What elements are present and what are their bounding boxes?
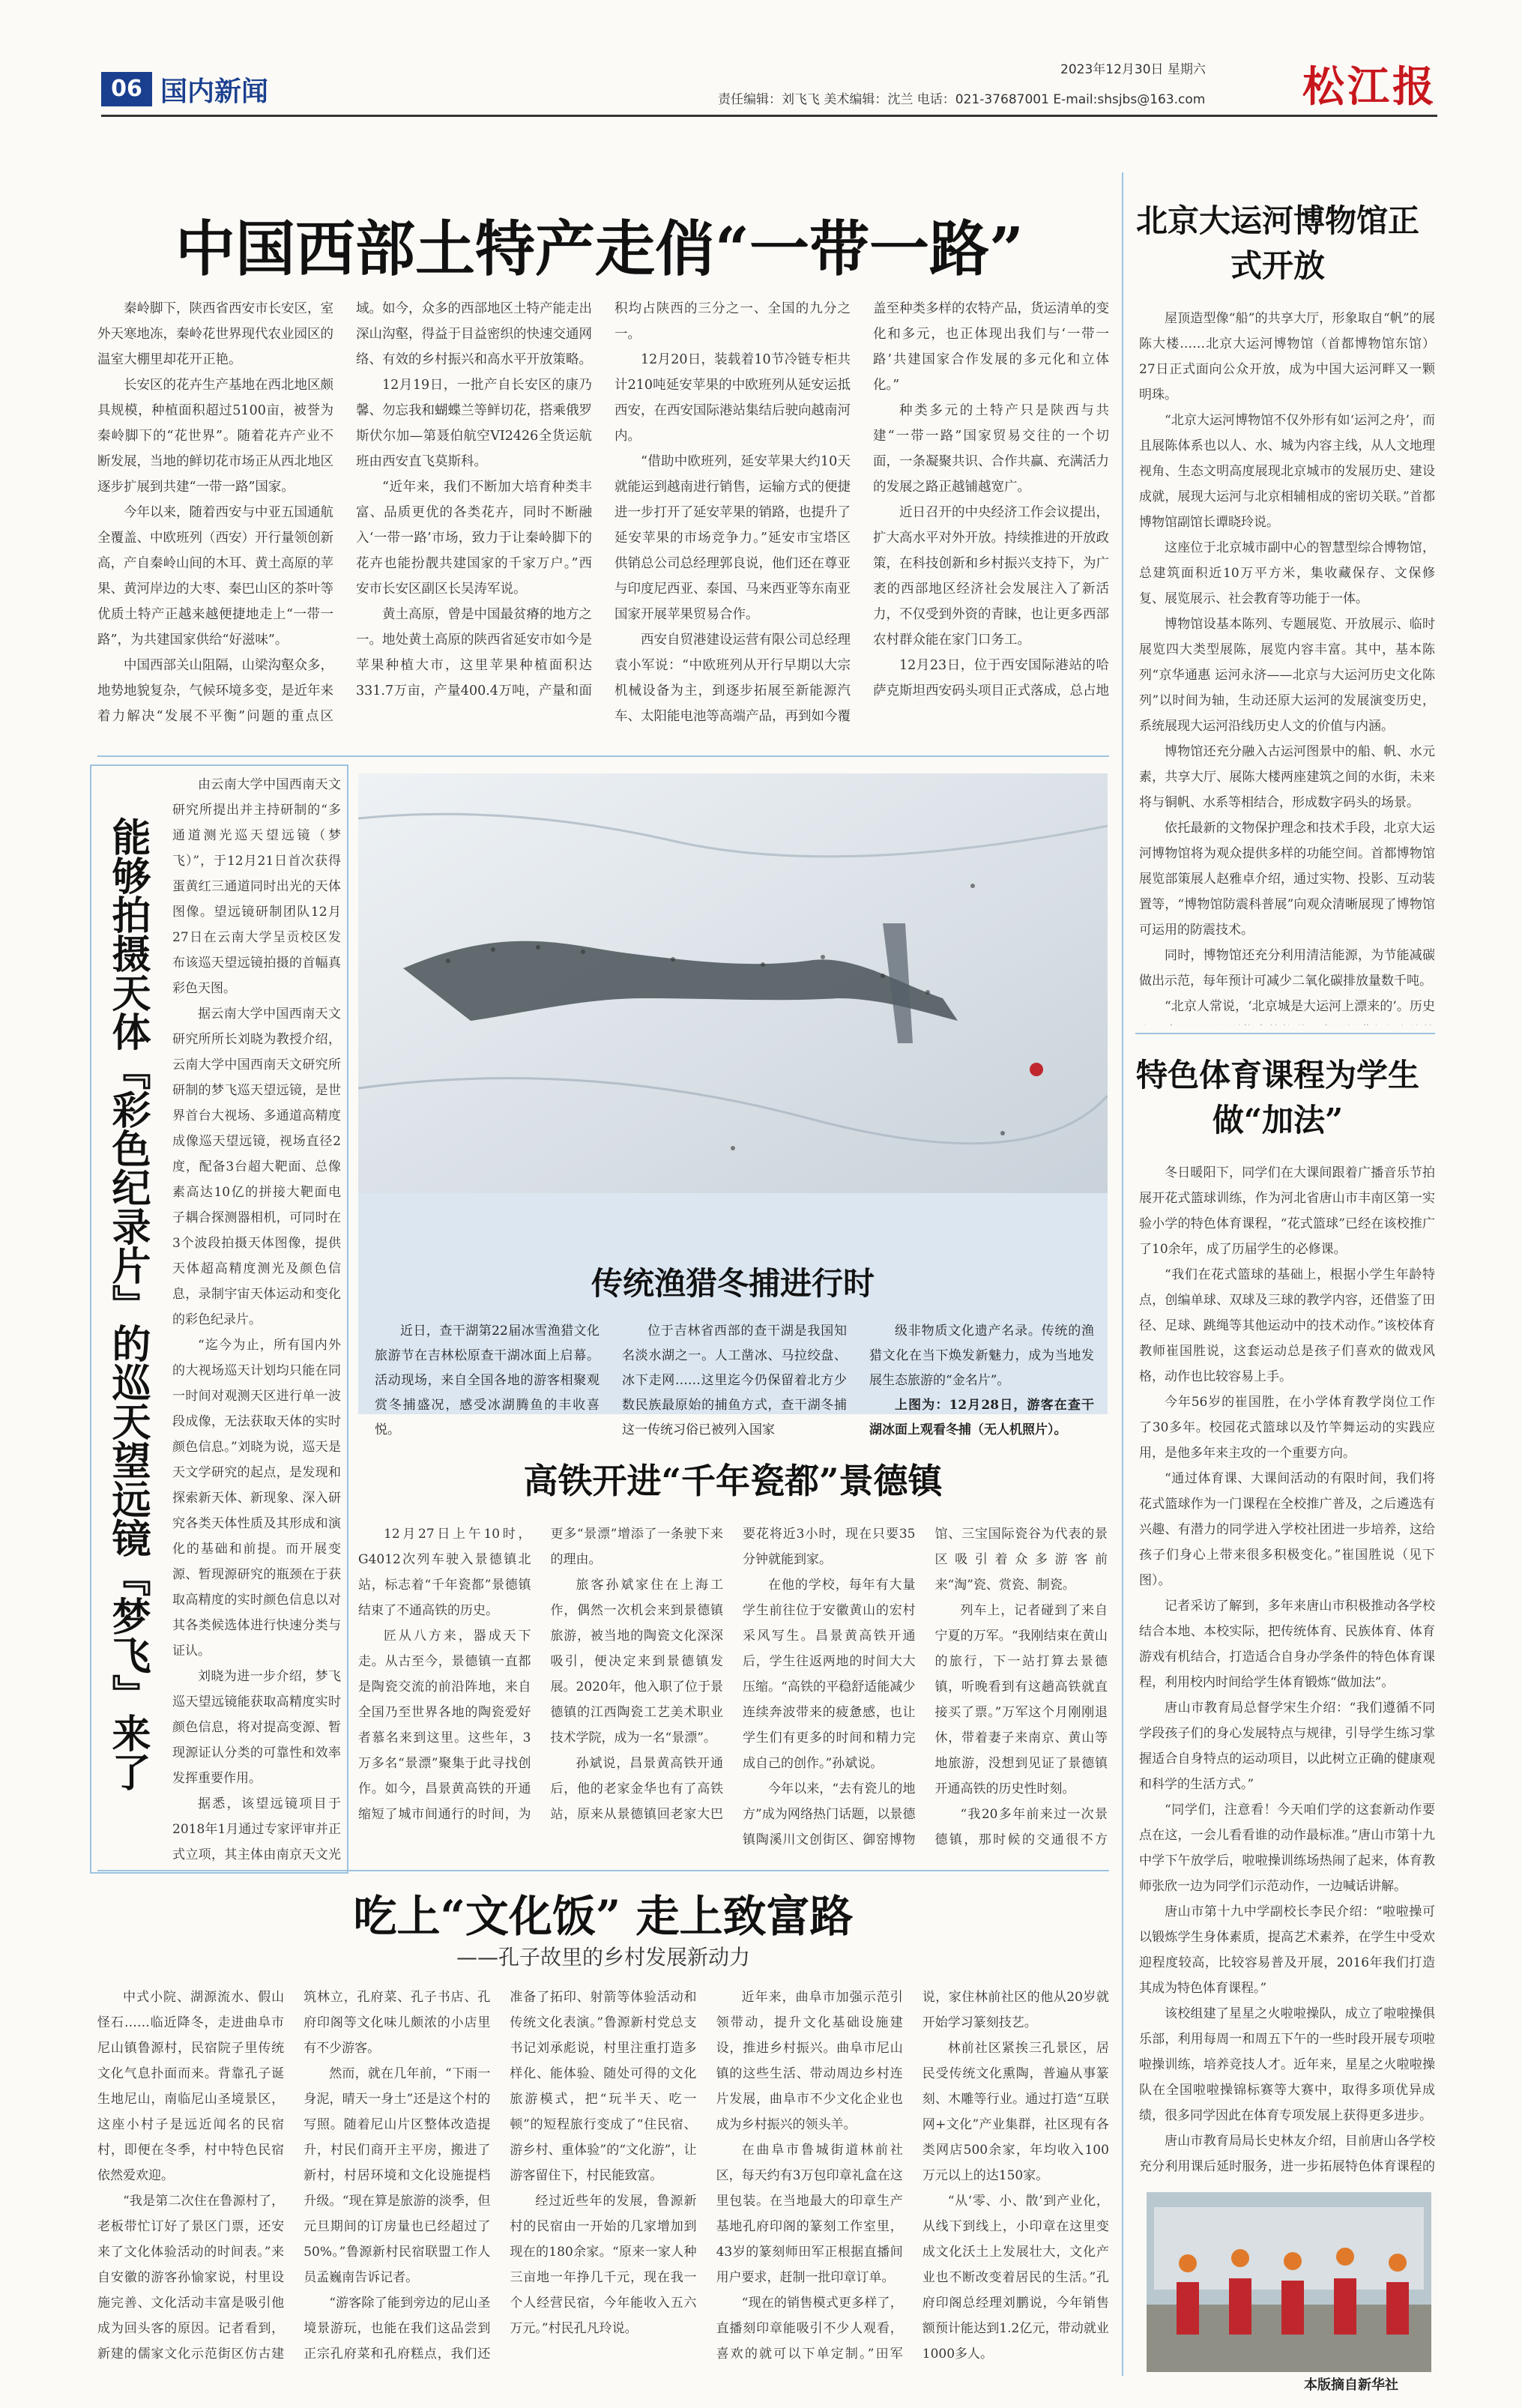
article6-p: “同学们，注意看！今天咱们学的这套新动作要点在这，一会儿看看谁的动作最标准。”唐山市第十九中学下午放学后，啦啦操训练场热闹了起来，体育教师张欣一边为同学们示范动作，一边喊话讲解。 (1139, 1802, 1435, 1894)
article5-p: 依托最新的文物保护理念和技术手段，北京大运河博物馆将为观众提供多样的功能空间。首都博物馆展览部策展人赵雅卓介绍，通过实物、投影、互动装置等，“博物馆防震科普展”向观众清晰展现了博物馆可运用的防震技术。 (1139, 821, 1435, 938)
article5-p: “北京大运河博物馆不仅外形有如‘运河之舟’，而且展陈体系也以人、水、城为内容主线，从人文地理视角、生态文明高度展现北京城市的发展历史、建设成就，展现大运河与北京相辅相成的密切关联。”首都博物馆副馆长谭晓玲说。 (1139, 413, 1435, 530)
article6-p: 今年56岁的崔国胜，在小学体育教学岗位工作了30多年。校园花式篮球以及竹竿舞运动的实践应用，是他多年来主攻的一个重要方向。 (1139, 1395, 1435, 1461)
article3-p: “我20多年前来过一次景德镇，那时候的交通很不方 (934, 1807, 1108, 1847)
article5-p: 这座位于北京城市副中心的智慧型综合博物馆，总建筑面积近10万平方米，集收藏保存、文保修复、展览展示、社会教育等功能于一体。 (1139, 540, 1435, 606)
article2-body (172, 772, 341, 1866)
article1-p: 秦岭脚下，陕西省西安市长安区，室外天寒地冻，秦岭花世界现代农业园区的温室大棚里却花开正艳。 (97, 301, 333, 367)
article4-p: 然而，就在几年前，“下雨一身泥，晴天一身土”还是这个村的写照。随着尼山片区整体改造提升，村民们商开主平房，搬进了新村，村居环境和文化设施提档升级。“现在算是旅游的淡季，但元旦期间的订房量也已经超过了50%。”鲁源新村民宿联盟工作人员孟巍南告诉记者。 (304, 2066, 491, 2285)
page-number: 06 (101, 72, 152, 106)
article3-p: 列车上，记者碰到了来自宁夏的万军。“我刚结束在黄山的旅行，下一站打算去景德镇，听晚看到有这趟高铁就直接买了票。”万军这个月刚刚退休，带着妻子来南京、黄山等地旅游，没想到见证了景德镇开通高铁的历史性时刻。 (934, 1603, 1108, 1796)
issue-date: 2023年12月30日 星期六 (1060, 62, 1206, 77)
caption-text: 近日，查干湖第22届冰雪渔猎文化旅游节在吉林松原查干湖冰面上启幕。活动现场，来自全国各地的游客相聚观赏冬捕盛况，感受冰湖腾鱼的丰收喜悦。 (375, 1324, 600, 1437)
article1-p: 近日召开的中央经济工作会议提出，扩大高水平对外开放。持续推进的开放政策，在科技创新和乡村振兴支持下，为广袤的西部地区经济社会发展注入了新活力，不仅受到外资的青睐，也让更多西部农村群众能在家门口务工。 (873, 505, 1109, 648)
article2-p: 据悉，该望远镜项目于2018年1月通过专家评审并正式立项，其主体由南京天文光 (172, 1796, 341, 1862)
article5-body (1139, 306, 1435, 1025)
article1-p: 长安区的花卉生产基地在西北地区颇具规模，种植面积超过5100亩，被誉为秦岭脚下的“花世界”。随着花卉产业不断发展，当地的鲜切花市场正从西北地区逐步扩展到共建“一带一路”国家。 (97, 378, 333, 495)
header-rule (101, 115, 1437, 117)
article1-p: 12月23日，位于西安国际港站的哈萨克斯坦西安码头项目正式落成，总占地 (873, 658, 1109, 698)
article1-p: 中国西部关山阻隔，山梁沟壑众多，地势地貌复杂，气候环境多变，是近年来着力解决“发展不平衡”问题的重点区域。如今，众多的西部地区土特产能走出深山沟壑，得益于目益密织的快速交通网络、有效的乡村振兴和高水平开放策略。 (97, 301, 592, 724)
article4-p: 在曲阜市鲁城街道林前社区，每天约有3万包印章礼盒在这里包装。在当地最大的印章生产基地孔府印阁的篆刻工作室里，43岁的篆刻师田军正根据直播间用户要求，赶制一批印章订单。 (716, 2143, 903, 2285)
article1-p: 12月19日，一批产自长安区的康乃馨、勿忘我和蝴蝶兰等鲜切花，搭乘俄罗斯伏尔加—第聂伯航空VI2426全货运航班由西安直飞莫斯科。 (356, 378, 592, 469)
article1-p: 西安自贸港建设运营有限公司总经理袁小军说：“中欧班列从开行早期以大宗机械设备为主，到逐步拓展至新能源汽车、太阳能电池等高端产品，再到如今覆盖至种类多样的农特产品，货运清单的变化和多元，也正体现出我们与‘一带一路’共建国家合作发展的多元化和立体化。” (614, 301, 1109, 724)
article4-p: 近年来，曲阜市加强示范引领带动，提升文化基础设施建设，推进乡村振兴。曲阜市尼山镇的这些生活、带动周边乡村连片发展，曲阜市不少文化企业也成为乡村振兴的领头羊。 (716, 1990, 903, 2132)
article6-body (1139, 1160, 1435, 2183)
article3-p: 旅客孙斌家住在上海工作，偶然一次机会来到景德镇旅游，被当地的陶瓷文化深深吸引，便决定来到景德镇发展。2020年，他入职了位于景德镇的江西陶瓷工艺美术职业技术学院，成为一名“景漂”。 (550, 1578, 723, 1745)
article5-p: 同时，博物馆还充分利用清洁能源，为节能减碳做出示范，每年预计可减少二氧化碳排放量数千吨。 (1139, 948, 1435, 989)
article6-p: 冬日暖阳下，同学们在大课间跟着广播音乐节拍展开花式篮球训练，作为河北省唐山市丰南区第一实验小学的特色体育课程，“花式篮球”已经在该校推广了10余年，成了历届学生的必修课。 (1139, 1165, 1435, 1257)
article6-p: 该校组建了星星之火啦啦操队，成立了啦啦操俱乐部，利用每周一和周五下午的一些时段开展专项啦啦操训练，培养竞技人才。近年来，星星之火啦啦操队在全国啦啦操锦标赛等大赛中，取得多项优异成绩，很多同学因此在体育专项发展上获得更多进步。 (1139, 2006, 1435, 2123)
caption-text: 位于吉林省西部的查干湖是我国知名淡水湖之一。人工凿冰、马拉绞盘、冰下走网……这里迄今仍保留着北方少数民族最原始的捕鱼方式，查干湖冬捕这一传统习俗已被列入国家 (622, 1324, 847, 1437)
article5-p: 博物馆还充分融入古运河图景中的船、帆、水元素，共享大厅、展陈大楼两座建筑之间的水街，未来将与铜帆、水系等相结合，形成数字码头的场景。 (1139, 744, 1435, 810)
article3-p: 在他的学校，每年有大量学生前往位于安徽黄山的宏村采风写生。昌景黄高铁开通后，学生往返两地的时间大大压缩。“高铁的平稳舒适能减少连续奔波带来的疲惫感，也让学生们有更多的时间和精力完成自己的创作。”孙斌说。 (743, 1578, 916, 1771)
divider (1135, 1033, 1435, 1034)
article4-p: 中式小院、湖源流水、假山怪石……临近降冬，走进曲阜市尼山镇鲁源村，民宿院子里传统文化气息扑面而来。背靠孔子诞生地尼山，南临尼山圣境景区，这座小村子是远近闻名的民宿村，即便在冬季，村中特色民宿依然爱欢迎。 (97, 1990, 285, 2183)
article2-p: “迄今为止，所有国内外的大视场巡天计划均只能在同一时间对观测天区进行单一波段成像，无法获取天体的实时颜色信息。”刘晓为说，巡天是天文学研究的起点，是发现和探索新天体、新现象、深入研究各类天体性质及其形成和演化的基础和前提。而开展变源、暂现源研究的瓶颈在于获取高精度的实时颜色信息以对其各类候选体进行快速分类与证认。 (172, 1338, 341, 1659)
article6-p: 唐山市教育局总督学宋生介绍：“我们遵循不同学段孩子们的身心发展特点与规律，引导学生练习掌握适合自身特点的运动项目，以此树立正确的健康观和科学的生活方式。” (1139, 1701, 1435, 1792)
newspaper-logo: 松江报 (1302, 62, 1437, 112)
article1-p: 种类多元的土特产只是陕西与共建“一带一路”国家贸易交往的一个切面，一条凝聚共识、合作共赢、充满活力的发展之路正越铺越宽广。 (873, 403, 1109, 495)
article5-title: 北京大运河博物馆正式开放 (1135, 202, 1419, 284)
article3-p: 匠从八方来，器成天下走。从古至今，景德镇一直都是陶瓷交流的前沿阵地，来自全国乃至世界各地的陶瓷爱好者慕名来到这里。这些年，3万多名“景漂”聚集于此寻找创作。如今，昌景黄高铁的开通缩短了城市间通行的时间，为更多“景漂”增添了一条驶下来的理由。 (358, 1527, 723, 1822)
photo-caption-col1 (375, 1319, 600, 1443)
basketball-illustration (1147, 2192, 1431, 2372)
photo-title: 传统渔猎冬捕进行时 (591, 1265, 875, 1302)
article1-p: “近年来，我们不断加大培育种类丰富、品质更优的各类花卉，同时不断融入‘一带一路’市场，致力于让秦岭脚下的花卉也能扮靓共建国家的千家万户。”西安市长安区副区长吴涛军说。 (356, 480, 592, 597)
article4-title: 吃上“文化饭” 走上致富路 (353, 1891, 854, 1942)
article5-p: “北京人常说，‘北京城是大运河上漂来的’。历史 (1165, 999, 1435, 1014)
photo-caption-col2 (622, 1319, 847, 1443)
article4-p: “我是第二次住在鲁源村了，老板带忙订好了景区门票，还安来了文化体验活动的时间表。”来自安徽的游客孙愉家说，村里设施完善、文化活动丰富是吸引他成为回头客的原因。记者看到，新建的儒家文化示范街区仿古建筑林立，孔府菜、孔子书店、孔府印阁等文化味儿颇浓的小店里有不少游客。 (97, 1990, 491, 2362)
ice-fishing-illustration (358, 773, 1108, 1193)
article5-p: 屋顶造型像“船”的共享大厅，形象取自“帆”的展陈大楼……北京大运河博物馆（首都博物馆东馆）27日正式面向公众开放，成为中国大运河畔又一颗明珠。 (1139, 311, 1435, 402)
article4-p: 经过近些年的发展，鲁源新村的民宿由一开始的几家增加到现在的180余家。“原来一家人种三亩地一年挣几千元，现在我一个人经营民宿，今年能收入五六万元。”村民孔凡玲说。 (510, 2194, 697, 2336)
caption-text: 级非物质文化遗产名录。传统的渔猎文化在当下焕发新魅力，成为当地发展生态旅游的“金名片”。 (869, 1324, 1094, 1388)
column-divider (1122, 172, 1123, 2376)
article6-title: 特色体育课程为学生做“加法” (1135, 1057, 1419, 1138)
photo-caption-col3 (869, 1319, 1094, 1443)
article2-p: 据云南大学中国西南天文研究所所长刘晓为教授介绍，云南大学中国西南天文研究所研制的梦飞巡天望远镜，是世界首台大视场、多通道高精度成像巡天望远镜，视场直径2度，配备3台超大靶面、总像素高达10亿的拼接大靶面电子耦合探测器相机，可同时在3个波段拍摄天体图像，提供天体超高精度测光及颜色信息，录制宇宙天体运动和变化的彩色纪录片。 (172, 1007, 341, 1327)
article4-subtitle: ——孔子故里的乡村发展新动力 (456, 1945, 750, 1970)
divider (97, 1870, 1109, 1871)
basketball-photo (1147, 2192, 1431, 2372)
article3-p: 12月27日上午10时，G4012次列车驶入景德镇北站，标志着“千年瓷都”景德镇结束了不通高铁的历史。 (358, 1527, 531, 1618)
article4-body (97, 1985, 1109, 2389)
section-title: 国内新闻 (160, 76, 269, 107)
article2-p: 由云南大学中国西南天文研究所提出并主持研制的“多通道测光巡天望远镜（梦飞）”，于12月21日首次获得蛋黄红三通道同时出光的天体图像。望远镜研制团队12月27日在云南大学呈贡校区发布该巡天望远镜拍摄的首幅真彩色天图。 (172, 777, 341, 996)
article3-p: 今年以来，“去有瓷儿的地方”成为网络热门话题，以景德镇陶溪川文创街区、御窑博物馆、三宝国际瓷谷为代表的景区吸引着众多游客前来“淘”瓷、赏瓷、制瓷。 (743, 1527, 1108, 1847)
article3-p: 孙斌说，昌景黄高铁开通后，他的老家金华也有了高铁站，原来从景德镇回老家大巴要花将近3小时，现在只要35分钟就能到家。 (550, 1527, 916, 1822)
article1-p: 黄土高原，曾是中国最贫瘠的地方之一。地处黄土高原的陕西省延安市如今是苹果种植大市，这里苹果种植面积达331.7万亩，产量400.4万吨，产量和面积均占陕西的三分之一、全国的九分之一。 (356, 301, 851, 698)
article2-p: 刘晓为进一步介绍，梦飞巡天望远镜能获取高精度实时颜色信息，将对提高变源、暂现源证认分类的可靠性和效率发挥重要作用。 (172, 1669, 341, 1786)
article4-p: “从‘零、小、散’到产业化，从线下到线上，小印章在这里变成文化沃土上发展壮大，文化产业也不断改变着居民的生活。”孔府印阁总经理刘鹏说，今年销售额预计能达到1.2亿元，带动就业1000多人。 (922, 2194, 1109, 2362)
article1-body (97, 296, 1109, 746)
ice-fishing-photo (358, 773, 1108, 1193)
article1-p: 今年以来，随着西安与中亚五国通航全覆盖、中欧班列（西安）开行量领创新高，产自秦岭山间的木耳、黄土高原的苹果、黄河岸边的大枣、秦巴山区的茶叶等优质土特产正越来越便捷地走上“一带一路”，为共建国家供给“好滋味”。 (97, 505, 333, 648)
article2-title: 能够拍摄天体『彩色纪录片』的巡天望远镜『梦飞』来了 (105, 817, 151, 1791)
caption-credit: 上图为：12月28日，游客在查干湖冰面上观看冬捕（无人机照片）。 (869, 1398, 1094, 1437)
article6-p: “通过体育课、大课间活动的有限时间，我们将花式篮球作为一门课程在全校推广普及，之后遴选有兴趣、有潜力的同学进入学校社团进一步培养，这给孩子们身心上带来很多积极变化。”崔国胜说（见下图）。 (1139, 1471, 1435, 1588)
article4-p: “现在的销售模式更多样了，直播刻印章能吸引不少人观看，喜欢的就可以下单定制。”田军说，家住林前社区的他从20岁就开始学习篆刻技艺。 (716, 1990, 1109, 2362)
article4-p: 林前社区紧挨三孔景区，居民受传统文化熏陶，普遍从事篆刻、木雕等行业。通过打造“互联网+文化”产业集群，社区现有各类网店500余家，年均收入100万元以上的达150家。 (922, 2041, 1109, 2183)
article6-p: “我们在花式篮球的基础上，根据小学生年龄特点，创编单球、双球及三球的教学内容，还借鉴了田径、足球、跳绳等其他运动中的技术动作。”该校体育教师崔国胜说，这套运动总是孩子们喜欢的做戏风格，动作也比较容易上手。 (1139, 1267, 1435, 1384)
article3-title: 高铁开进“千年瓷都”景德镇 (523, 1461, 943, 1501)
article1-title: 中国西部土特产走俏“一带一路” (175, 214, 1024, 284)
divider (97, 755, 1109, 757)
article1-p: 12月20日，装载着10节冷链专柜共计210吨延安苹果的中欧班列从延安运抵西安，在西安国际港站集结后驶向越南河内。 (614, 352, 851, 444)
photo-credit: 本版摘自新华社 (1304, 2377, 1398, 2393)
article5-p: 博物馆设基本陈列、专题展览、开放展示、临时展览四大类型展陈，展览内容丰富。其中，基本陈列“京华通惠 运河永济——北京与大运河历史文化陈列”以时间为轴，生动还原大运河的发展演变历史，系统展现大运河沿线历史人文的价值与内涵。 (1139, 617, 1435, 734)
editor-info: 责任编辑：刘飞飞 美术编辑：沈兰 电话：021-37687001 E-mail:shsjbs@163.com (718, 92, 1206, 107)
article3-body (358, 1521, 1108, 1866)
article1-p: “借助中欧班列，延安苹果大约10天就能运到越南进行销售，运输方式的便捷进一步打开了延安苹果的销路，也提升了延安苹果的市场竞争力。”延安市宝塔区供销总公司总经理郭良说，他们还在尊亚与印度尼西亚、泰国、马来西亚等东南亚国家开展苹果贸易合作。 (614, 454, 851, 622)
article6-p: 记者采访了解到，多年来唐山市积极推动各学校结合本地、本校实际，把传统体育、民族体育、体育游戏有机结合，打造适合自身办学条件的特色体育课程，利用校内时间给学生体育锻炼“做加法”。 (1139, 1599, 1435, 1690)
article6-p: 唐山市教育局局长史林友介绍，目前唐山各学校充分利用课后延时服务，进一步拓展特色体育课程的 (1139, 2134, 1435, 2174)
article4-p: “游客除了能到旁边的尼山圣境景游玩，也能在我们这品尝到正宗孔府菜和孔府糕点，我们还准备了拓印、射箭等体验活动和传统文化表演。”鲁源新村党总支书记刘承彪说，村里注重打造多样化、能体验、随处可得的文化旅游模式，把“玩半天、吃一顿”的短程旅行变成了“住民宿、游乡村、重体验”的“文化游”，让游客留住下，村民能致富。 (304, 1990, 697, 2362)
article6-p: 唐山市第十九中学副校长李民介绍：“啦啦操可以锻炼学生身体素质，提高艺术素养，在学生中受欢迎程度较高，比较容易普及开展，2016年我们打造其成为特色体育课程。” (1139, 1904, 1435, 1996)
